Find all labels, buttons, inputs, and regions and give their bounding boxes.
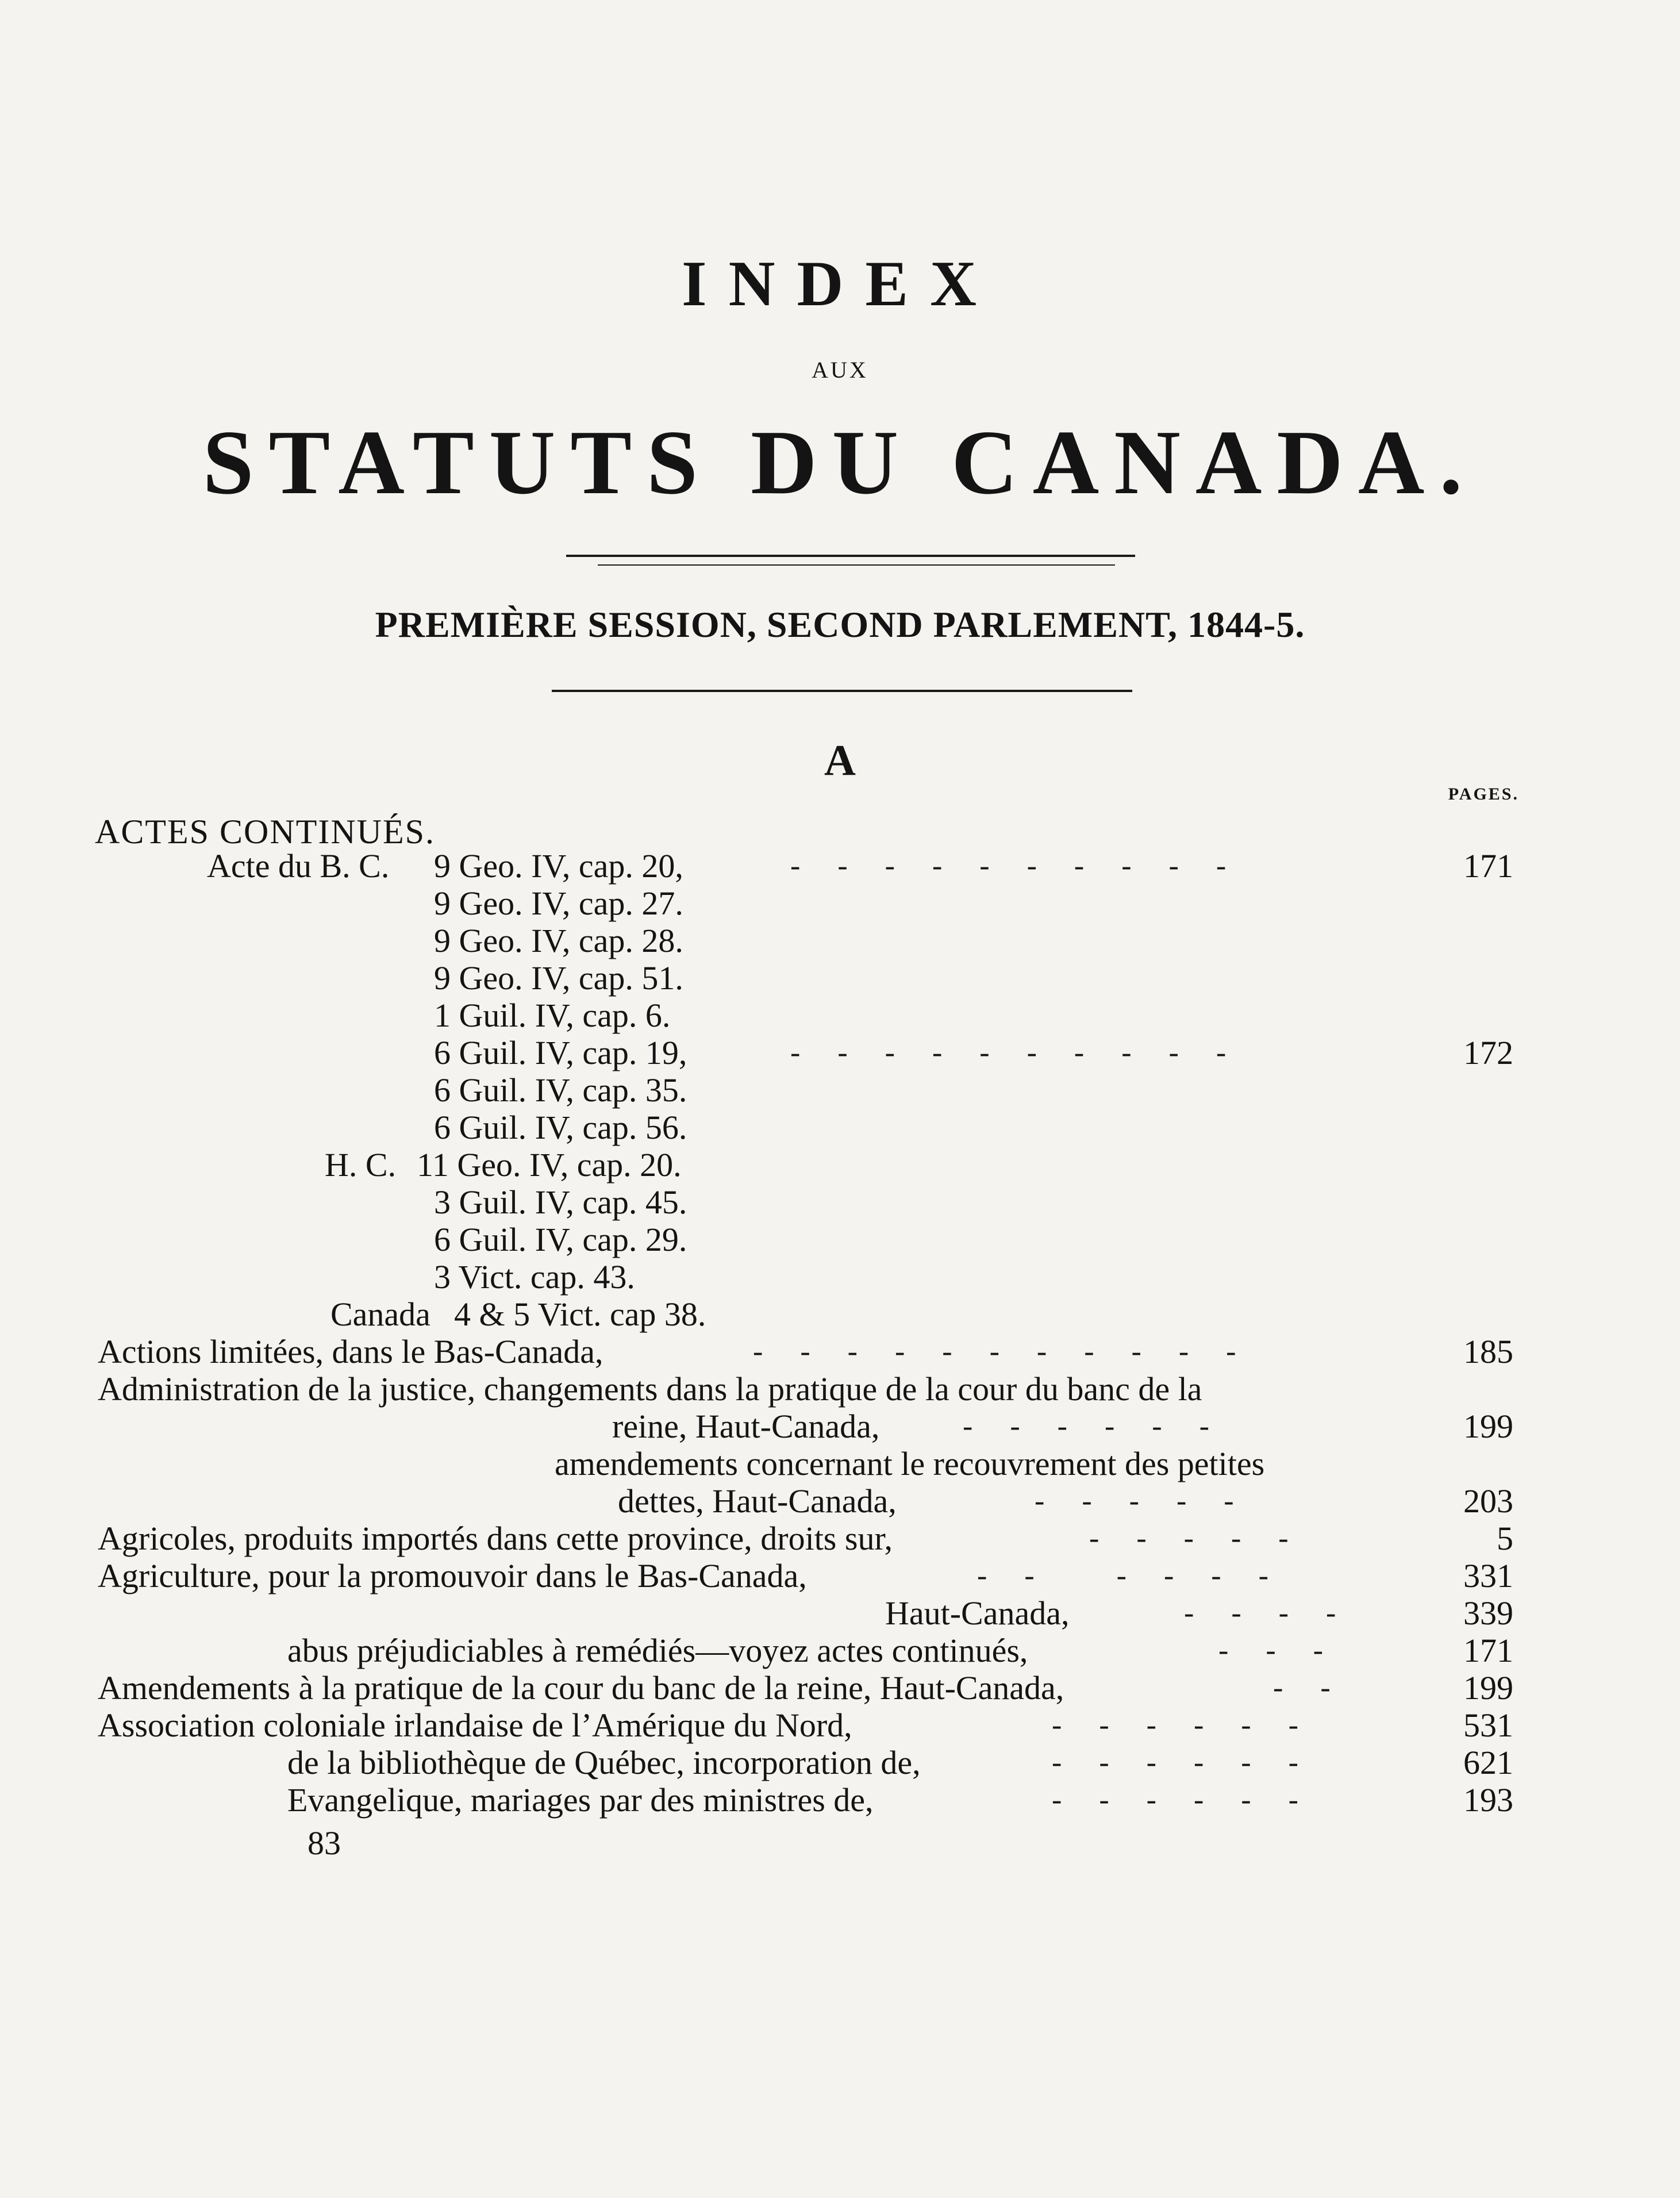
subtitle-rule xyxy=(552,690,1132,692)
leader-dots: - - - - xyxy=(1184,1597,1336,1630)
index-entry-continuation: dettes, Haut-Canada, xyxy=(618,1482,897,1520)
act-citation: 6 Guil. IV, cap. 19, xyxy=(434,1034,687,1071)
page-number: 5 xyxy=(1497,1520,1513,1557)
page-number: 331 xyxy=(1463,1557,1513,1594)
act-citation: 9 Geo. IV, cap. 20, xyxy=(434,847,683,885)
leader-dots: - - - - - - - - - - - xyxy=(753,1335,1236,1368)
act-citation: 3 Vict. cap. 43. xyxy=(434,1258,635,1296)
act-citation: 11 Geo. IV, cap. 20. xyxy=(417,1146,682,1183)
section-heading-actes: ACTES CONTINUÉS. xyxy=(95,813,436,851)
page-number: 172 xyxy=(1463,1034,1513,1071)
page-title: INDEX xyxy=(682,248,998,320)
leader-dots: - - - xyxy=(1218,1634,1323,1667)
pages-column-heading: PAGES. xyxy=(1448,785,1519,804)
act-prefix: Acte du B. C. xyxy=(207,847,390,885)
page-number: 203 xyxy=(1463,1482,1513,1520)
page-number: 531 xyxy=(1463,1707,1513,1744)
act-citation: 9 Geo. IV, cap. 27. xyxy=(434,885,683,922)
act-citation: 4 & 5 Vict. cap 38. xyxy=(454,1296,706,1333)
leader-dots: - - - - - - - - - - xyxy=(790,1036,1227,1069)
top-rule-thin xyxy=(598,564,1115,566)
index-entry: Actions limitées, dans le Bas-Canada, xyxy=(98,1333,603,1370)
index-entry-continuation: reine, Haut-Canada, xyxy=(612,1408,880,1445)
top-rule xyxy=(566,555,1135,557)
index-entry-continuation: Haut-Canada, xyxy=(885,1594,1070,1632)
index-entry: Amendements à la pratique de la cour du banc de la reine, Haut-Canada, xyxy=(98,1669,1064,1707)
index-subentry: Evangelique, mariages par des ministres de, xyxy=(287,1781,874,1819)
index-entry: Agriculture, pour la promouvoir dans le Bas-Canada, xyxy=(98,1557,807,1594)
leader-dots: - - - - - - xyxy=(1052,1784,1298,1816)
act-citation: 6 Guil. IV, cap. 56. xyxy=(434,1109,687,1146)
main-title: STATUTS DU CANADA. xyxy=(202,411,1478,513)
leader-dots: - - - - - xyxy=(1089,1522,1289,1555)
act-prefix: H. C. xyxy=(325,1146,397,1183)
page-number: 171 xyxy=(1463,847,1513,885)
index-subentry: abus préjudiciables à remédiés—voyez actes continués, xyxy=(287,1632,1028,1669)
section-letter: A xyxy=(824,736,856,785)
page-number: 185 xyxy=(1463,1333,1513,1370)
act-prefix: Canada xyxy=(330,1296,430,1333)
leader-dots: - - - - - - - - - - xyxy=(790,850,1227,882)
leader-dots: - - - - - - xyxy=(977,1559,1268,1592)
page-number: 171 xyxy=(1463,1632,1513,1669)
page-number: 339 xyxy=(1463,1594,1513,1632)
act-citation: 9 Geo. IV, cap. 28. xyxy=(434,922,683,959)
leader-dots: - - - - - - xyxy=(1052,1746,1298,1779)
title-connector: AUX xyxy=(812,357,868,383)
page-number: 621 xyxy=(1463,1744,1513,1781)
index-entry: Agricoles, produits importés dans cette province, droits sur, xyxy=(98,1520,893,1557)
leader-dots: - - - - - xyxy=(1035,1485,1234,1517)
act-citation: 6 Guil. IV, cap. 35. xyxy=(434,1071,687,1109)
act-citation: 6 Guil. IV, cap. 29. xyxy=(434,1221,687,1258)
page-number: 193 xyxy=(1463,1781,1513,1819)
leader-dots: - - - - - - xyxy=(1052,1709,1298,1742)
signature-number: 83 xyxy=(307,1824,341,1862)
session-subtitle: PREMIÈRE SESSION, SECOND PARLEMENT, 1844-5. xyxy=(375,604,1305,645)
index-entry: Administration de la justice, changements dans la pratique de la cour du banc de la xyxy=(98,1370,1202,1408)
page-number: 199 xyxy=(1463,1408,1513,1445)
act-citation: 3 Guil. IV, cap. 45. xyxy=(434,1183,687,1221)
index-subentry: de la bibliothèque de Québec, incorporation de, xyxy=(287,1744,921,1781)
leader-dots: - - - - - - xyxy=(963,1410,1209,1443)
index-entry: Association coloniale irlandaise de l’Amérique du Nord, xyxy=(98,1707,852,1744)
leader-dots: - - xyxy=(1273,1671,1331,1704)
act-citation: 9 Geo. IV, cap. 51. xyxy=(434,959,683,997)
index-subentry: amendements concernant le recouvrement des petites xyxy=(555,1445,1265,1482)
page-number: 199 xyxy=(1463,1669,1513,1707)
act-citation: 1 Guil. IV, cap. 6. xyxy=(434,997,671,1034)
